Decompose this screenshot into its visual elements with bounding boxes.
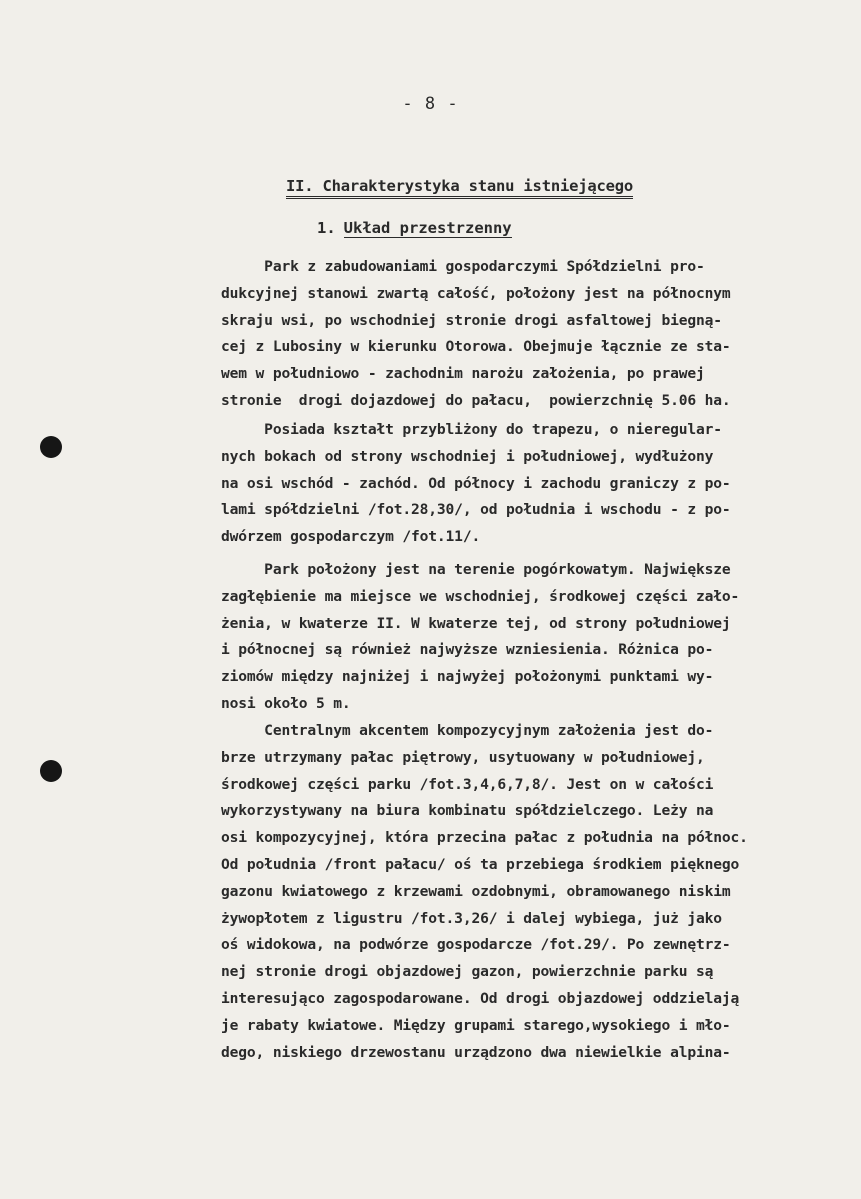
text-line: wem w południowo - zachodnim narożu założenia, po prawej bbox=[221, 365, 705, 383]
text-line: dego, niskiego drzewostanu urządzono dwa niewielkie alpina- bbox=[221, 1043, 731, 1061]
text-line: je rabaty kwiatowe. Między grupami starego,wysokiego i mło- bbox=[221, 1016, 731, 1034]
paragraph-4 bbox=[221, 718, 846, 1066]
section-title: II. Charakterystyka stanu istniejącego bbox=[286, 176, 633, 199]
text-line: oś widokowa, na podwórze gospodarcze /fot.29/. Po zewnętrz- bbox=[221, 936, 731, 954]
text-line: Od południa /front pałacu/ oś ta przebiega środkiem pięknego bbox=[221, 855, 740, 873]
text-line: gazonu kwiatowego z krzewami ozdobnymi, obramowanego niskim bbox=[221, 882, 731, 900]
text-line: Centralnym akcentem kompozycyjnym założenia jest do- bbox=[221, 722, 714, 739]
text-line: żenia, w kwaterze II. W kwaterze tej, od strony południowej bbox=[221, 614, 731, 632]
text-line: Posiada kształt przybliżony do trapezu, o nieregular- bbox=[221, 421, 722, 438]
text-line: interesująco zagospodarowane. Od drogi objazdowej oddzielają bbox=[221, 989, 740, 1007]
paragraph-2 bbox=[221, 417, 846, 551]
text-line: brze utrzymany pałac piętrowy, usytuowany w południowej, bbox=[221, 748, 705, 766]
subsection-title-text: Układ przestrzenny bbox=[343, 219, 512, 237]
text-line: zagłębienie ma miejsce we wschodniej, środkowej części zało- bbox=[221, 587, 740, 605]
punch-hole bbox=[40, 760, 62, 782]
text-line: środkowej części parku /fot.3,4,6,7,8/. Jest on w całości bbox=[221, 775, 714, 793]
text-line: osi kompozycyjnej, która przecina pałac z południa na północ. bbox=[221, 829, 748, 847]
text-line: żywopłotem z ligustru /fot.3,26/ i dalej wybiega, już jako bbox=[221, 909, 722, 927]
subsection-title bbox=[317, 218, 512, 238]
subsection-number: 1. bbox=[317, 219, 336, 237]
text-line: cej z Lubosiny w kierunku Otorowa. Obejmuje łącznie ze sta- bbox=[221, 338, 731, 356]
text-line: wykorzystywany na biura kombinatu spółdzielczego. Leży na bbox=[221, 802, 714, 820]
paragraph-1 bbox=[221, 254, 846, 415]
text-line: dwórzem gospodarczym /fot.11/. bbox=[221, 528, 481, 546]
text-line: i północnej są również najwyższe wzniesienia. Różnica po- bbox=[221, 641, 714, 659]
text-line: stronie drogi dojazdowej do pałacu, powierzchnię 5.06 ha. bbox=[221, 391, 731, 409]
text-line: Park z zabudowaniami gospodarczymi Spółdzielni pro- bbox=[221, 258, 705, 275]
text-line: nej stronie drogi objazdowej gazon, powierzchnie parku są bbox=[221, 963, 714, 981]
paragraph-3 bbox=[221, 557, 846, 718]
text-line: ziomów między najniżej i najwyżej położonymi punktami wy- bbox=[221, 668, 714, 686]
text-line: na osi wschód - zachód. Od północy i zachodu graniczy z po- bbox=[221, 474, 731, 492]
text-line: lami spółdzielni /fot.28,30/, od południa i wschodu - z po- bbox=[221, 501, 731, 519]
punch-hole bbox=[40, 436, 62, 458]
text-line: dukcyjnej stanowi zwartą całość, położony jest na północnym bbox=[221, 284, 731, 302]
text-line: Park położony jest na terenie pogórkowatym. Największe bbox=[221, 561, 731, 578]
text-line: nych bokach od strony wschodniej i południowej, wydłużony bbox=[221, 447, 714, 465]
page-number: - 8 - bbox=[402, 94, 459, 114]
text-line: nosi około 5 m. bbox=[221, 694, 351, 712]
text-line: skraju wsi, po wschodniej stronie drogi asfaltowej biegną- bbox=[221, 311, 722, 329]
